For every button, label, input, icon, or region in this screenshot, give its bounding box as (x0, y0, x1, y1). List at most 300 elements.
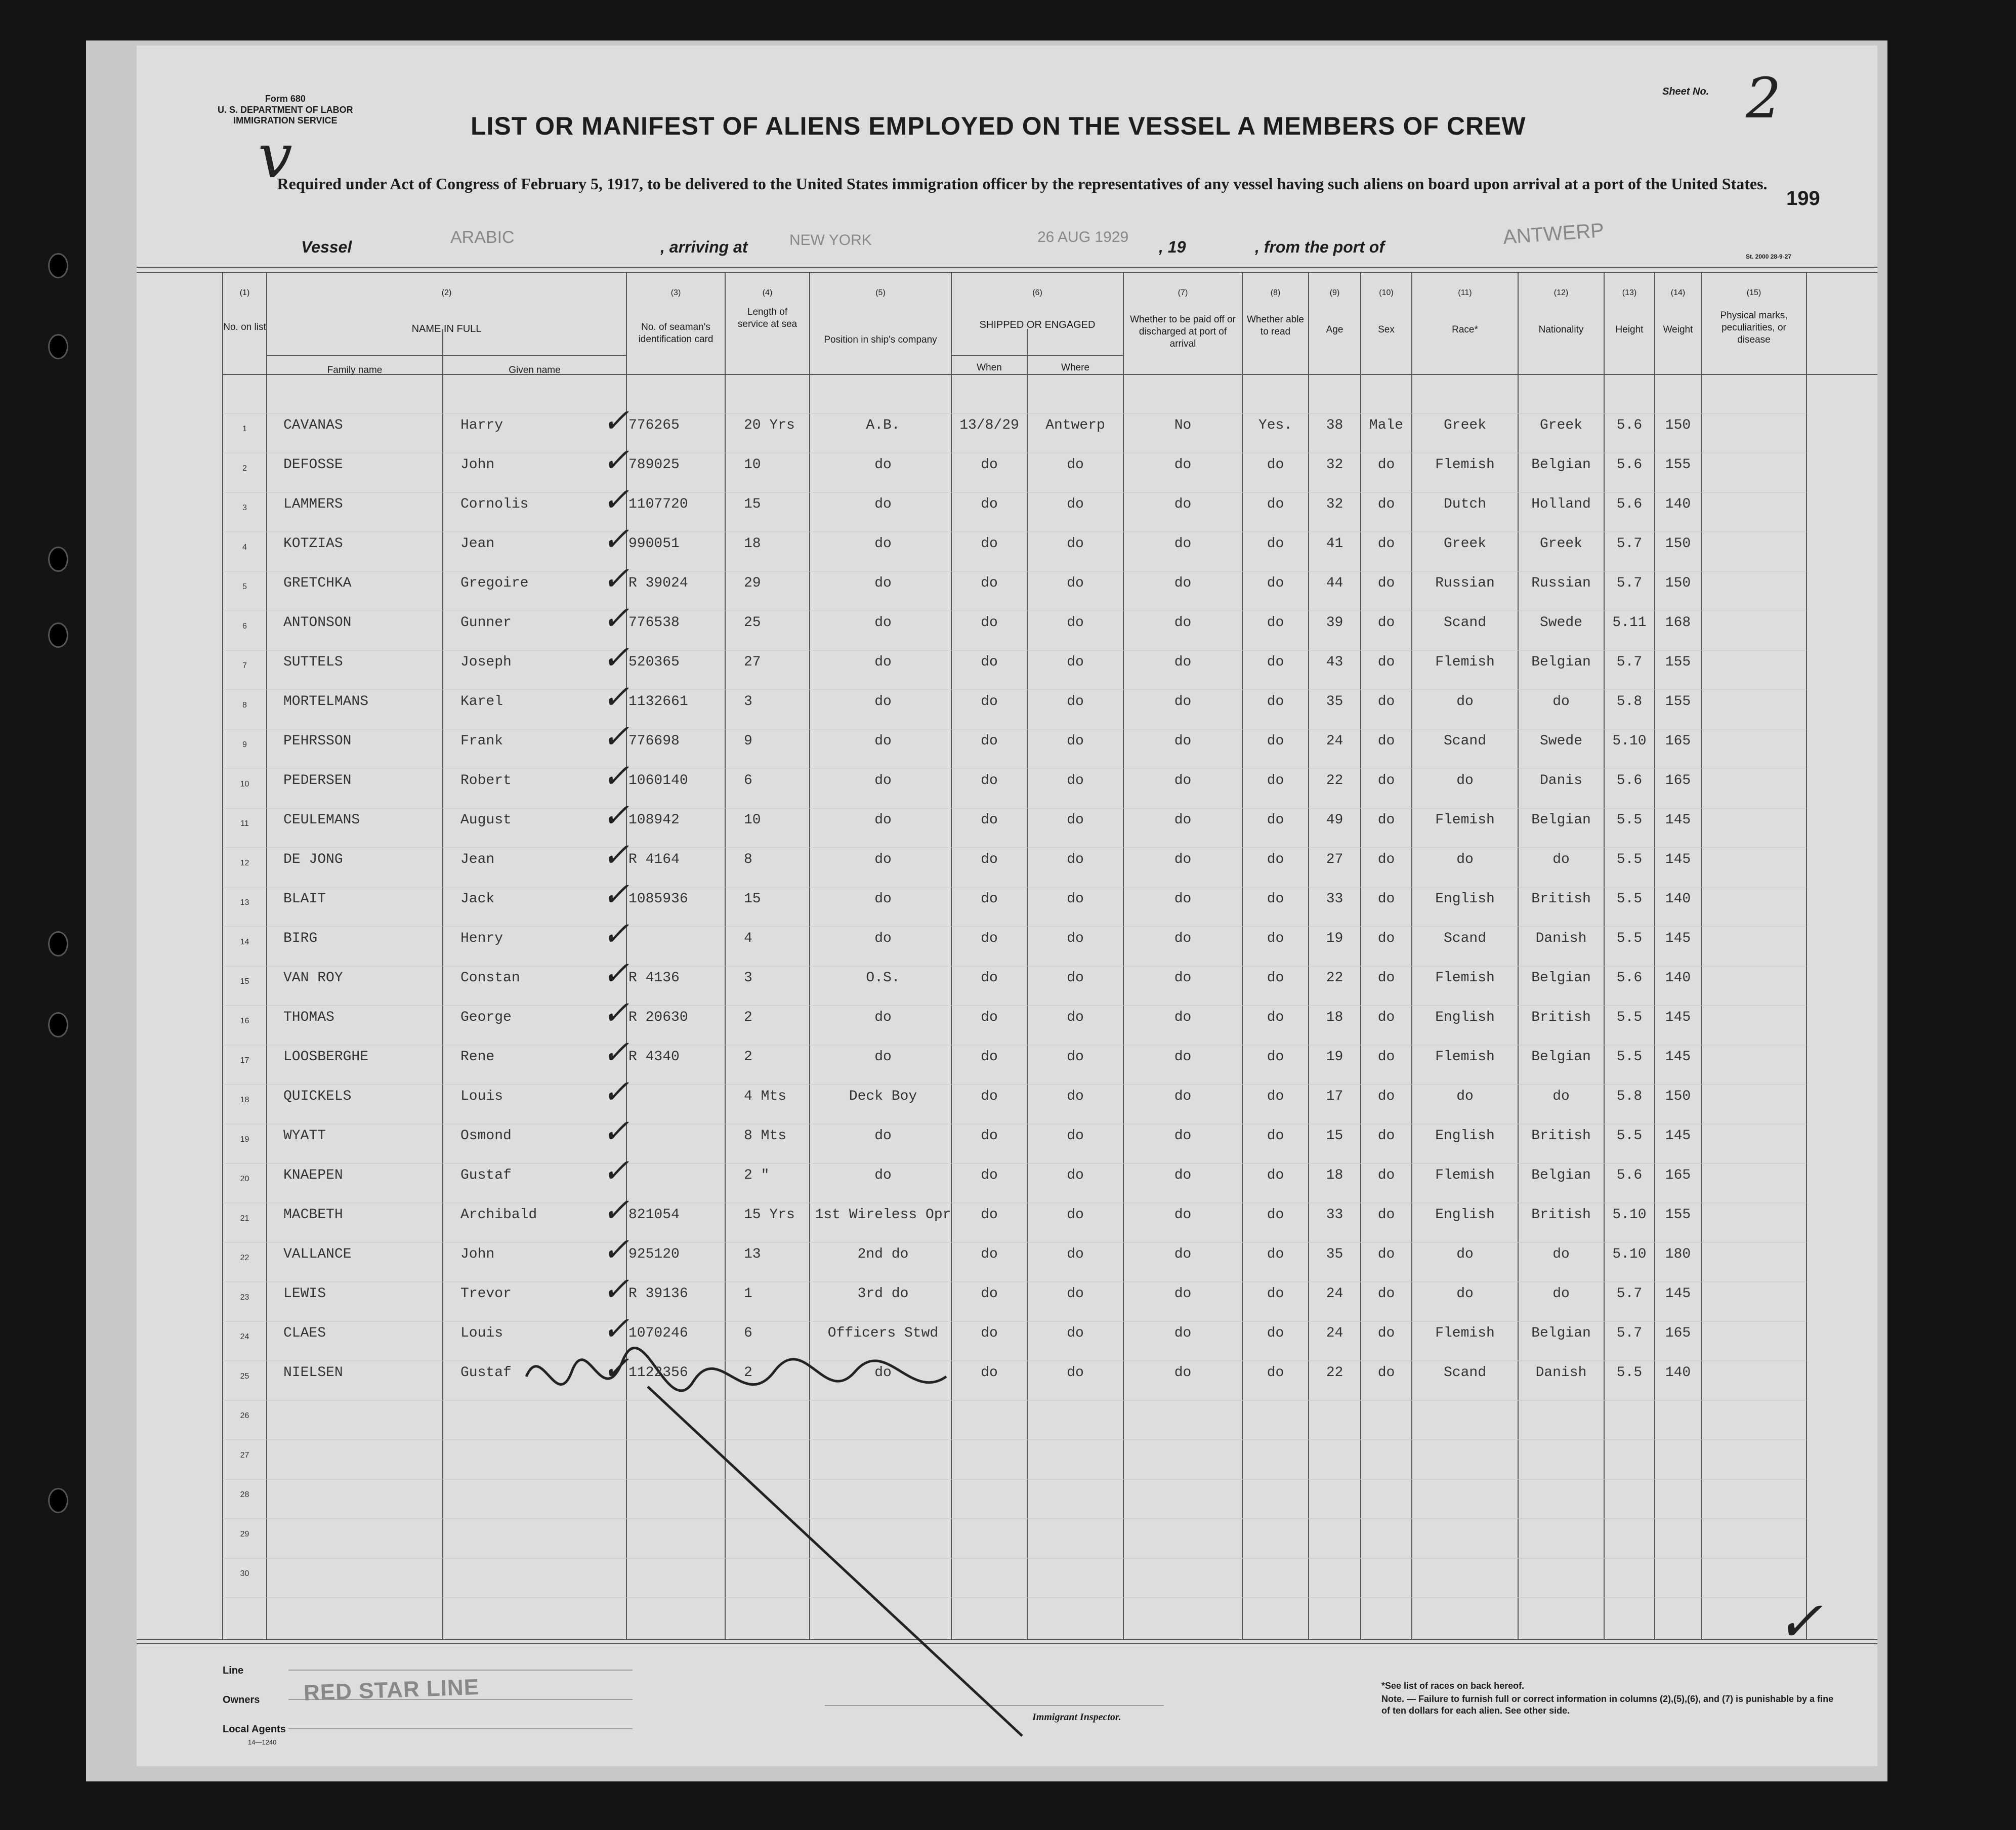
year-label: , 19 (1159, 238, 1186, 256)
page-subtitle: Required under Act of Congress of February 5, 1917, to be delivered to the United States immigration officer by the representatives of any vessel having such aliens on board upon arrival at a port of the United States. (277, 175, 1768, 193)
cell-paid-off: do (1174, 1246, 1192, 1262)
cell-sex: do (1377, 694, 1395, 710)
cell-where: do (1067, 575, 1084, 591)
cell-weight: 140 (1665, 496, 1691, 512)
cell-given: Gustaf (460, 1168, 512, 1183)
cell-family: WYATT (283, 1128, 326, 1144)
cell-read: do (1267, 536, 1284, 552)
cell-read: do (1267, 970, 1284, 986)
cell-service: 9 (744, 733, 752, 749)
check-mark-icon: ✓ (602, 1034, 629, 1071)
arrival-date: 26 AUG 1929 (1037, 229, 1129, 245)
empty-row-number: 27 (240, 1451, 249, 1460)
cell-nationality: Greek (1539, 536, 1582, 552)
cell-race: Flemish (1435, 812, 1495, 828)
cell-card: R 4164 (628, 852, 680, 867)
cell-position: Deck Boy (849, 1089, 917, 1104)
cell-height: 5.6 (1616, 970, 1643, 986)
cell-position: do (874, 1049, 892, 1065)
cell-card: 925120 (628, 1246, 680, 1262)
page-title: LIST OR MANIFEST OF ALIENS EMPLOYED ON THE VESSEL A MEMBERS OF CREW (471, 112, 1526, 140)
cell-age: 15 (1326, 1128, 1343, 1144)
cell-where: do (1067, 970, 1084, 986)
cell-position: do (874, 733, 892, 749)
cell-given: Jean (460, 536, 495, 552)
col-header-weight: Weight (1663, 324, 1693, 335)
check-mark-icon: ✓ (602, 521, 629, 558)
cell-no: 15 (240, 977, 249, 986)
cell-where: do (1067, 1010, 1084, 1025)
cell-card: 520365 (628, 654, 680, 670)
cell-nationality: British (1531, 891, 1591, 907)
cell-family: VALLANCE (283, 1246, 352, 1262)
col-header-paid-off: Whether to be paid off or discharged at port of arrival (1130, 314, 1236, 349)
cell-sex: do (1377, 615, 1395, 631)
binder-hole (48, 622, 68, 648)
cell-service: 20 Yrs (744, 418, 795, 433)
cell-card: R 4136 (628, 970, 680, 986)
cell-race: Flemish (1435, 1325, 1495, 1341)
col-num-15: (15) (1746, 288, 1761, 297)
cell-weight: 145 (1665, 931, 1691, 946)
cell-position: 3rd do (857, 1286, 909, 1302)
binder-hole (48, 1012, 68, 1037)
cell-weight: 180 (1665, 1246, 1691, 1262)
cell-race: Scand (1443, 615, 1486, 631)
cell-no: 10 (240, 780, 249, 788)
cell-when: do (981, 1365, 998, 1381)
col-num-7: (7) (1178, 288, 1188, 297)
cell-service: 15 (744, 891, 761, 907)
cell-height: 5.10 (1612, 1207, 1647, 1223)
cell-height: 5.8 (1616, 1089, 1643, 1104)
check-mark-icon: ✓ (602, 560, 629, 598)
check-mark-icon: ✓ (602, 876, 629, 913)
cell-age: 18 (1326, 1010, 1343, 1025)
cell-card: 990051 (628, 536, 680, 552)
cell-position: O.S. (866, 970, 900, 986)
cell-service: 27 (744, 654, 761, 670)
form-number: Form 680 (265, 94, 306, 104)
cell-age: 49 (1326, 812, 1343, 828)
cell-race: Greek (1443, 536, 1486, 552)
col-header-id-card: No. of seaman's identification card (638, 322, 713, 345)
cell-weight: 165 (1665, 773, 1691, 788)
cell-when: do (981, 1207, 998, 1223)
signature-strokes (526, 1348, 1022, 1736)
cell-card: 1132661 (628, 694, 688, 710)
empty-row-number: 29 (240, 1530, 249, 1538)
cell-position: do (874, 1128, 892, 1144)
cell-position: do (874, 694, 892, 710)
cell-given: August (460, 812, 512, 828)
cell-read: Yes. (1258, 418, 1293, 433)
col-header-nationality: Nationality (1538, 324, 1584, 335)
footer-owners-label: Owners (223, 1694, 260, 1706)
cell-nationality: Danish (1535, 1365, 1587, 1381)
company-stamp: RED STAR LINE (303, 1674, 480, 1706)
cell-family: CEULEMANS (283, 812, 360, 828)
cell-nationality: Swede (1539, 615, 1582, 631)
col-num-5: (5) (875, 288, 886, 297)
cell-height: 5.5 (1616, 1010, 1643, 1025)
cell-weight: 150 (1665, 536, 1691, 552)
check-mark-icon: ✓ (602, 955, 629, 992)
cell-nationality: do (1552, 852, 1570, 867)
cell-nationality: Swede (1539, 733, 1582, 749)
cell-paid-off: do (1174, 852, 1192, 867)
col-num-10: (10) (1379, 288, 1394, 297)
cell-nationality: Danis (1539, 773, 1582, 788)
col-header-able-to-read: Whether able to read (1246, 314, 1304, 337)
cell-read: do (1267, 1010, 1284, 1025)
cell-where: do (1067, 1128, 1084, 1144)
cell-paid-off: do (1174, 536, 1192, 552)
cell-card: 789025 (628, 457, 680, 473)
cell-given: Archibald (460, 1207, 537, 1223)
cell-position: 2nd do (857, 1246, 909, 1262)
cell-race: English (1435, 1010, 1495, 1025)
cell-height: 5.7 (1616, 1286, 1643, 1302)
cell-paid-off: do (1174, 1325, 1192, 1341)
cell-given: Rene (460, 1049, 495, 1065)
cell-no: 23 (240, 1293, 249, 1302)
cell-service: 2 (744, 1365, 752, 1381)
col-header-position: Position in ship's company (824, 335, 937, 345)
col-num-13: (13) (1622, 288, 1637, 297)
cell-paid-off: do (1174, 1049, 1192, 1065)
col-header-height: Height (1615, 324, 1644, 335)
races-note: *See list of races on back hereof. (1381, 1681, 1525, 1691)
cell-read: do (1267, 1207, 1284, 1223)
cell-age: 38 (1326, 418, 1343, 433)
cell-race: Flemish (1435, 970, 1495, 986)
cell-where: do (1067, 1365, 1084, 1381)
cell-where: do (1067, 615, 1084, 631)
cell-sex: do (1377, 1168, 1395, 1183)
cell-sex: do (1377, 457, 1395, 473)
check-mark-icon: ✓ (602, 718, 629, 756)
binder-hole (48, 253, 68, 278)
binder-hole (48, 931, 68, 956)
cell-given: Harry (460, 418, 503, 433)
cell-service: 2 (744, 1049, 752, 1065)
cell-weight: 150 (1665, 575, 1691, 591)
cell-when: do (981, 654, 998, 670)
cell-where: do (1067, 733, 1084, 749)
cell-nationality: Belgian (1531, 812, 1591, 828)
cell-nationality: do (1552, 1286, 1570, 1302)
col-num-4: (4) (762, 288, 773, 297)
cell-card: R 20630 (628, 1010, 688, 1025)
cell-position: do (874, 1365, 892, 1381)
cell-nationality: Belgian (1531, 970, 1591, 986)
cell-race: do (1456, 1246, 1474, 1262)
cell-family: QUICKELS (283, 1089, 352, 1104)
check-mark-icon: ✓ (602, 837, 629, 874)
cell-service: 1 (744, 1286, 752, 1302)
cell-age: 19 (1326, 931, 1343, 946)
cell-race: Flemish (1435, 654, 1495, 670)
cell-age: 44 (1326, 575, 1343, 591)
cell-family: CLAES (283, 1325, 326, 1341)
cell-given: Trevor (460, 1286, 512, 1302)
cell-where: do (1067, 1168, 1084, 1183)
cell-given: Gregoire (460, 575, 529, 591)
cell-when: do (981, 1049, 998, 1065)
cell-where: do (1067, 1286, 1084, 1302)
col-header-given-name: Given name (509, 365, 561, 376)
footer-agents-code: 14—1240 (248, 1738, 277, 1746)
cell-nationality: British (1531, 1207, 1591, 1223)
cell-family: LOOSBERGHE (283, 1049, 369, 1065)
footer-line-label: Line (223, 1665, 244, 1676)
cell-weight: 145 (1665, 812, 1691, 828)
col-num-1: (1) (239, 288, 250, 297)
cell-when: do (981, 694, 998, 710)
cell-service: 8 Mts (744, 1128, 787, 1144)
cell-service: 3 (744, 694, 752, 710)
cell-no: 20 (240, 1175, 249, 1183)
cell-no: 13 (240, 898, 249, 907)
col-num-11: (11) (1458, 288, 1472, 297)
cell-position: A.B. (866, 418, 900, 433)
cell-service: 8 (744, 852, 752, 867)
cell-when: do (981, 891, 998, 907)
cell-when: do (981, 852, 998, 867)
check-mark-icon: ✓ (602, 639, 629, 677)
cell-nationality: do (1552, 694, 1570, 710)
cell-when: do (981, 733, 998, 749)
cell-family: THOMAS (283, 1010, 334, 1025)
check-mark-icon: ✓ (602, 1350, 629, 1387)
cell-age: 24 (1326, 1286, 1343, 1302)
cell-height: 5.11 (1612, 615, 1647, 631)
cell-family: GRETCHKA (283, 575, 352, 591)
col-num-8: (8) (1270, 288, 1281, 297)
cell-read: do (1267, 1246, 1284, 1262)
cell-family: ANTONSON (283, 615, 352, 631)
cell-given: Louis (460, 1089, 503, 1104)
cell-no: 2 (242, 464, 247, 473)
cell-height: 5.5 (1616, 931, 1643, 946)
check-mark-icon: ✓ (602, 916, 629, 953)
cell-paid-off: do (1174, 1168, 1192, 1183)
check-mark-icon: ✓ (602, 481, 629, 519)
cell-paid-off: No (1174, 418, 1192, 433)
cell-when: do (981, 1325, 998, 1341)
cell-no: 24 (240, 1333, 249, 1341)
cell-read: do (1267, 575, 1284, 591)
cell-height: 5.7 (1616, 575, 1643, 591)
cell-where: do (1067, 1246, 1084, 1262)
cell-family: DEFOSSE (283, 457, 343, 473)
col-header-name-in-full: NAME IN FULL (411, 323, 482, 335)
cell-no: 7 (242, 661, 247, 670)
cell-nationality: Belgian (1531, 1325, 1591, 1341)
cell-height: 5.7 (1616, 536, 1643, 552)
cell-age: 22 (1326, 773, 1343, 788)
cell-age: 22 (1326, 1365, 1343, 1381)
cell-service: 10 (744, 457, 761, 473)
cell-when: do (981, 1246, 998, 1262)
cell-race: Dutch (1443, 496, 1486, 512)
check-mark-icon: ✓ (602, 1073, 629, 1111)
check-mark-icon: ✓ (602, 1310, 629, 1348)
cell-height: 5.6 (1616, 418, 1643, 433)
cell-age: 33 (1326, 891, 1343, 907)
cell-position: do (874, 891, 892, 907)
cell-where: do (1067, 457, 1084, 473)
cell-height: 5.5 (1616, 1128, 1643, 1144)
cell-no: 22 (240, 1254, 249, 1262)
handwritten-check-mark: ✓ (1776, 1589, 1823, 1654)
cell-read: do (1267, 1168, 1284, 1183)
handwritten-check-mark: v (258, 121, 292, 192)
cell-age: 32 (1326, 457, 1343, 473)
cell-race: do (1456, 1089, 1474, 1104)
cell-position: do (874, 1010, 892, 1025)
cell-family: KNAEPEN (283, 1168, 343, 1183)
check-mark-icon: ✓ (602, 1113, 629, 1150)
cell-read: do (1267, 812, 1284, 828)
cell-nationality: do (1552, 1089, 1570, 1104)
col-num-3: (3) (670, 288, 681, 297)
cell-given: Jean (460, 852, 495, 867)
from-port-label: , from the port of (1255, 238, 1384, 256)
cell-age: 18 (1326, 1168, 1343, 1183)
cell-weight: 140 (1665, 1365, 1691, 1381)
cell-weight: 145 (1665, 852, 1691, 867)
cell-weight: 165 (1665, 733, 1691, 749)
cell-no: 6 (242, 622, 247, 631)
cell-weight: 155 (1665, 1207, 1691, 1223)
cell-read: do (1267, 694, 1284, 710)
cell-given: Jack (460, 891, 495, 907)
cell-family: BLAIT (283, 891, 326, 907)
cell-where: do (1067, 852, 1084, 867)
cell-given: Constan (460, 970, 520, 986)
check-mark-icon: ✓ (602, 1271, 629, 1308)
cell-read: do (1267, 1365, 1284, 1381)
cell-given: Osmond (460, 1128, 512, 1144)
cell-weight: 155 (1665, 694, 1691, 710)
cell-where: do (1067, 1207, 1084, 1223)
cell-nationality: Belgian (1531, 654, 1591, 670)
cell-when: do (981, 812, 998, 828)
empty-row-number: 30 (240, 1569, 249, 1578)
cell-when: do (981, 1128, 998, 1144)
cell-no: 12 (240, 859, 249, 867)
cell-height: 5.5 (1616, 1365, 1643, 1381)
cell-given: John (460, 457, 495, 473)
cell-paid-off: do (1174, 496, 1192, 512)
cell-paid-off: do (1174, 457, 1192, 473)
cell-service: 2 (744, 1010, 752, 1025)
cell-service: 13 (744, 1246, 761, 1262)
cell-no: 21 (240, 1214, 249, 1223)
cell-read: do (1267, 457, 1284, 473)
cell-age: 41 (1326, 536, 1343, 552)
cell-age: 33 (1326, 1207, 1343, 1223)
check-mark-icon: ✓ (602, 1231, 629, 1269)
cell-height: 5.7 (1616, 1325, 1643, 1341)
cell-service: 4 (744, 931, 752, 946)
cell-family: MACBETH (283, 1207, 343, 1223)
cell-when: do (981, 615, 998, 631)
cell-sex: do (1377, 1207, 1395, 1223)
cell-weight: 145 (1665, 1128, 1691, 1144)
form-department: U. S. DEPARTMENT OF LABOR (218, 104, 353, 115)
cell-where: do (1067, 536, 1084, 552)
cell-where: do (1067, 1325, 1084, 1341)
cell-given: Gustaf (460, 1365, 512, 1381)
cell-race: English (1435, 891, 1495, 907)
cell-family: SUTTELS (283, 654, 343, 670)
cell-service: 29 (744, 575, 761, 591)
cell-position: do (874, 496, 892, 512)
cell-family: PEDERSEN (283, 773, 352, 788)
cell-weight: 165 (1665, 1325, 1691, 1341)
cell-height: 5.6 (1616, 1168, 1643, 1183)
cell-family: DE JONG (283, 852, 343, 867)
cell-when: do (981, 1089, 998, 1104)
cell-paid-off: do (1174, 654, 1192, 670)
cell-service: 25 (744, 615, 761, 631)
cell-when: do (981, 970, 998, 986)
cell-weight: 155 (1665, 457, 1691, 473)
cell-read: do (1267, 1286, 1284, 1302)
cell-sex: do (1377, 1089, 1395, 1104)
cell-weight: 150 (1665, 418, 1691, 433)
cell-card: R 39024 (628, 575, 688, 591)
col-header-shipped-or-engaged: SHIPPED OR ENGAGED (979, 319, 1096, 330)
cell-weight: 140 (1665, 970, 1691, 986)
cell-weight: 145 (1665, 1010, 1691, 1025)
cell-sex: do (1377, 812, 1395, 828)
cell-no: 3 (242, 504, 247, 512)
cell-when: do (981, 496, 998, 512)
check-mark-icon: ✓ (602, 1192, 629, 1229)
cell-read: do (1267, 615, 1284, 631)
cell-family: NIELSEN (283, 1365, 343, 1381)
cell-sex: do (1377, 1325, 1395, 1341)
cell-family: BIRG (283, 931, 318, 946)
cell-sex: do (1377, 1246, 1395, 1262)
cell-age: 17 (1326, 1089, 1343, 1104)
cell-position: do (874, 931, 892, 946)
cell-where: do (1067, 812, 1084, 828)
cell-race: Flemish (1435, 457, 1495, 473)
cell-position: do (874, 1168, 892, 1183)
cell-where: do (1067, 1089, 1084, 1104)
cell-height: 5.10 (1612, 733, 1647, 749)
cell-sex: do (1377, 931, 1395, 946)
cell-where: do (1067, 931, 1084, 946)
col-num-2: (2) (441, 288, 452, 297)
cell-weight: 165 (1665, 1168, 1691, 1183)
cell-read: do (1267, 654, 1284, 670)
cell-no: 8 (242, 701, 247, 710)
cell-paid-off: do (1174, 970, 1192, 986)
cell-no: 19 (240, 1135, 249, 1144)
cell-nationality: British (1531, 1010, 1591, 1025)
cell-nationality: Greek (1539, 418, 1582, 433)
cell-paid-off: do (1174, 773, 1192, 788)
col-num-14: (14) (1670, 288, 1686, 297)
cell-race: Scand (1443, 931, 1486, 946)
binder-hole (48, 1488, 68, 1513)
